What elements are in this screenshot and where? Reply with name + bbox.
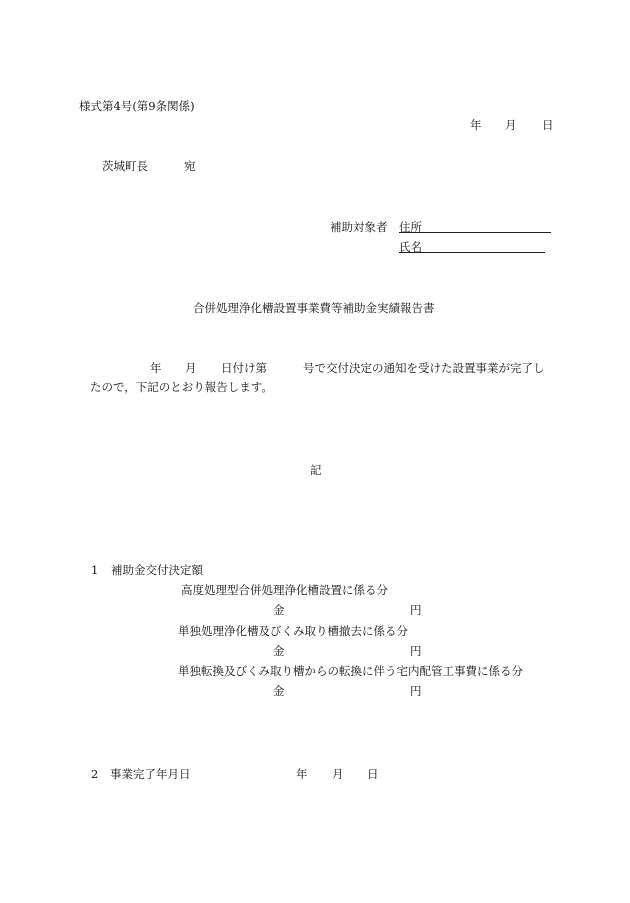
item2-kin: 金 xyxy=(273,644,285,658)
body-text-line1: 号で交付決定の通知を受けた設置事業が完了し xyxy=(303,361,545,375)
name-line xyxy=(399,252,545,253)
completion-year: 年 xyxy=(296,767,308,781)
document-title: 合併処理浄化槽設置事業費等補助金実績報告書 xyxy=(193,301,435,315)
section2-heading: 事業完了年月日 xyxy=(110,767,191,781)
date-year: 年 xyxy=(470,118,482,132)
item1-yen: 円 xyxy=(410,603,422,617)
section1-number: 1 xyxy=(91,563,99,577)
completion-month: 月 xyxy=(332,767,344,781)
applicant-label: 補助対象者 xyxy=(330,220,388,234)
item3-yen: 円 xyxy=(410,684,422,698)
body-month: 月 xyxy=(185,361,197,375)
ki-heading: 記 xyxy=(310,463,322,477)
addressee-suffix: 宛 xyxy=(184,159,196,173)
item1-label: 高度処理型合併処理浄化槽設置に係る分 xyxy=(181,583,388,597)
item1-kin: 金 xyxy=(273,603,285,617)
body-year: 年 xyxy=(150,361,162,375)
section1-heading: 補助金交付決定額 xyxy=(111,563,203,577)
item3-kin: 金 xyxy=(273,684,285,698)
date-day: 日 xyxy=(542,118,554,132)
body-text-line2: たので，下記のとおり報告します。 xyxy=(90,380,273,394)
name-label: 氏名 xyxy=(399,240,422,254)
item2-label: 単独処理浄化槽及びくみ取り槽撤去に係る分 xyxy=(178,624,408,638)
section2-number: 2 xyxy=(91,767,99,781)
address-line xyxy=(399,232,551,233)
completion-day: 日 xyxy=(367,767,379,781)
date-month: 月 xyxy=(505,118,517,132)
item2-yen: 円 xyxy=(410,644,422,658)
form-number: 様式第4号(第9条関係) xyxy=(79,99,195,113)
body-dated-no: 日付け第 xyxy=(221,361,267,375)
address-label: 住所 xyxy=(399,220,422,234)
item3-label: 単独転換及びくみ取り槽からの転換に伴う宅内配管工事費に係る分 xyxy=(178,664,523,678)
addressee-name: 茨城町長 xyxy=(102,159,148,173)
